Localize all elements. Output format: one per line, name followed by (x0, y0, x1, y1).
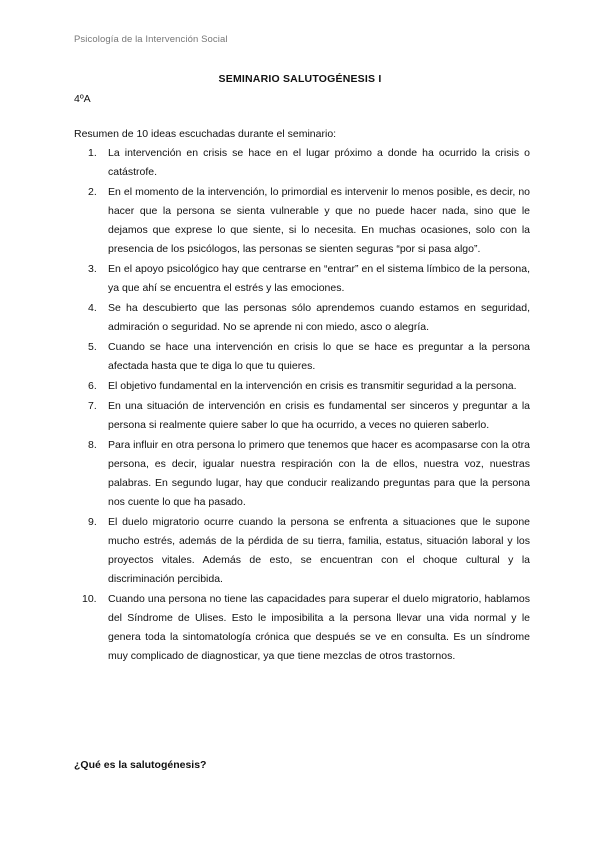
list-item-text: La intervención en crisis se hace en el lugar próximo a donde ha ocurrido la crisis o catástrofe. (108, 147, 530, 178)
list-item-number: 2. (88, 186, 97, 198)
list-item-number: 1. (88, 147, 97, 159)
list-item-text: Cuando una persona no tiene las capacidades para superar el duelo migratorio, hablamos del Síndrome de Ulises. Esto le imposibilita a la persona llevar una vida normal y le genera toda la sintomatología crónica que después se ve en consulta. Es un síndrome muy complicado de diagnosticar, ya que tiene mezclas de otros trastornos. (108, 593, 530, 662)
list-item-text: El duelo migratorio ocurre cuando la persona se enfrenta a situaciones que le supone mucho estrés, además de la pérdida de su tierra, familia, estatus, situación laboral y los proyectos vitales. Además de esto, se encuentran con el choque cultural y la discriminación percibida. (108, 516, 530, 585)
list-item-text: En el momento de la intervención, lo primordial es intervenir lo menos posible, es decir, no hacer que la persona se sienta vulnerable y que no puede hacer nada, sino que le dejamos que exprese lo que siente, si lo necesita. En muchas ocasiones, solo con la presencia de los psicólogos, las personas se sienten seguras “por si pasa algo”. (108, 186, 530, 255)
list-item-number: 8. (88, 439, 97, 451)
list-item-text: Para influir en otra persona lo primero que tenemos que hacer es acompasarse con la otra persona, es decir, igualar nuestra respiración con la de ellos, nuestra voz, nuestras palabras. En segundo lugar, hay que conducir realizando preguntas para que la persona nos cuente lo que ha pasado. (108, 439, 530, 508)
intro-text: Resumen de 10 ideas escuchadas durante el seminario: (74, 128, 337, 140)
list-item (74, 299, 530, 337)
list-item-text: Cuando se hace una intervención en crisis lo que se hace es preguntar a la persona afectada hasta que te diga lo que tu quieres. (108, 341, 530, 372)
section-heading-question: ¿Qué es la salutogénesis? (74, 759, 207, 771)
list-item-number: 6. (88, 380, 97, 392)
list-item-text: Se ha descubierto que las personas sólo aprendemos cuando estamos en seguridad, admiración o seguridad. No se aprende ni con miedo, asco o alegría. (108, 302, 530, 333)
list-item-number: 10. (82, 593, 97, 605)
list-item (74, 183, 530, 259)
list-item-number: 3. (88, 263, 97, 275)
list-item (74, 144, 530, 182)
list-item (74, 377, 530, 396)
list-item (74, 338, 530, 376)
list-item (74, 436, 530, 512)
ideas-list (74, 144, 530, 667)
running-header: Psicología de la Intervención Social (74, 34, 228, 45)
list-item (74, 397, 530, 435)
list-item-number: 9. (88, 516, 97, 528)
list-item-number: 5. (88, 341, 97, 353)
list-item (74, 513, 530, 589)
list-item-number: 7. (88, 400, 97, 412)
group-label: 4ºA (74, 93, 91, 105)
document-title: SEMINARIO SALUTOGÉNESIS I (218, 73, 382, 85)
list-item (74, 590, 530, 666)
list-item (74, 260, 530, 298)
list-item-text: En una situación de intervención en crisis es fundamental ser sinceros y preguntar a la persona si realmente quiere saber lo que ha ocurrido, a veces no quieren saberlo. (108, 400, 530, 431)
list-item-number: 4. (88, 302, 97, 314)
list-item-text: El objetivo fundamental en la intervención en crisis es transmitir seguridad a la persona. (108, 380, 517, 392)
list-item-text: En el apoyo psicológico hay que centrarse en “entrar” en el sistema límbico de la persona, ya que ahí se encuentra el estrés y las emociones. (108, 263, 530, 294)
